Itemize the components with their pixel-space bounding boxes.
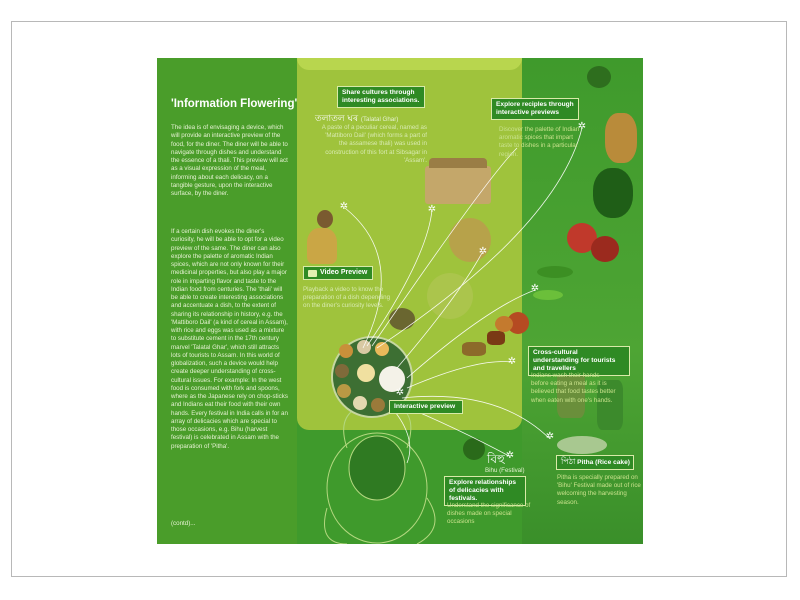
video-preview-button[interactable] — [303, 266, 373, 280]
flower-star-icon[interactable]: ✲ — [478, 246, 488, 257]
explore-recipes-label[interactable]: Explore reciples through interactive previews — [491, 98, 579, 120]
video-preview-desc: Playback a video to know the preparation of a dish depending on the diner's curiosity levels. — [303, 286, 391, 310]
cross-cultural-label[interactable]: Cross-cultural understanding for tourists and travellers — [528, 346, 630, 376]
body-paragraph: If a certain dish evokes the diner's curiosity, he will be able to opt for a video preview of the same. The diner can also explore the palette of aromatic Indian spices, which are not only known for their medicinal properties, but also play a major role in imparting flavor and taste to the Indian food from centuries. The 'thali' will be able to create interesting associations and accentuate a dish, to the extent of sharing its relationship in history, e.g. the 'Mattiboro Dail' (a kind of cereal in Assam), with rice and eggs was used as a mixture to substitute cement in the 17th century marvel 'Talatal Ghar', which still attracts lots of tourists to Assam. In this world of globalization, such a device would help create deeper understanding of cross-cultural issues. For example: In the west food is consumed with fork and spoons, where as the Japanese rely on chop-sticks and Indians eat their food with their own hands. Every festival in India calls in for an array of delicacies which are special to those occasions, e.g. Bihu (harvest festival) is celebrated in Assam with the preparation of 'Pitha'. — [171, 228, 288, 450]
pitha-label-text: Pitha (Rice cake) — [577, 459, 630, 466]
flower-star-icon[interactable]: ✲ — [427, 204, 437, 215]
video-icon — [308, 270, 317, 277]
page-title: 'Information Flowering' — [171, 98, 298, 110]
explore-recipes-desc: Discover the palette of Indian aromatic spices that impart taste to dishes in a particular region. — [499, 126, 580, 158]
video-preview-label: Video Preview — [320, 269, 368, 276]
share-cultures-desc: A paste of a peculiar cereal, named as 'Mattiboro Dail' (which forms a part of the assamese thali) was used in construction of this fort at Sibsagar in 'Assam'. — [321, 124, 427, 164]
festival-relationships-label[interactable]: Explore relationships of delicacies with festivals. — [444, 476, 526, 506]
flower-star-icon[interactable]: ✲ — [545, 431, 555, 442]
bihu-subtitle: Bihu (Festival) — [485, 467, 525, 474]
intro-paragraph: The idea is of envisaging a device, which will provide an interactive preview of the food, for the diner. The diner will be able to navigate through dishes and understand the essence of a thali. This preview will act as a visual expression of the meal, informing about each delicacy, on a tangible gesture, upon the interactive surface, by the diner. — [171, 124, 288, 197]
festival-relationships-desc: Understand the significance of dishes made on special occasions — [447, 502, 531, 526]
interactive-preview-label[interactable]: Interactive preview — [389, 400, 463, 414]
pitha-label[interactable] — [556, 455, 634, 470]
talatal-ghar-script: তলাতল ঘৰ — [315, 114, 359, 124]
flower-star-icon[interactable]: ✲ — [505, 450, 515, 461]
flower-star-icon[interactable]: ✲ — [530, 283, 540, 294]
flower-star-icon[interactable]: ✲ — [339, 201, 349, 212]
continued-note: (contd)... — [171, 520, 196, 527]
flower-star-icon[interactable]: ✲ — [577, 121, 587, 132]
share-cultures-label[interactable]: Share cultures through interesting associations. — [337, 86, 425, 108]
pitha-bengali: পিঠা — [561, 457, 576, 466]
flower-star-icon[interactable]: ✲ — [507, 356, 517, 367]
cross-cultural-desc: Indians wash their hands before eating a meal as it is believed that food tastes better when eaten with one's hands. — [531, 372, 616, 404]
bihu-bengali: বিহু — [487, 452, 505, 466]
pitha-desc: Pitha is specially prepared on 'Bihu' Festival made out of rice welcoming the harvesting season. — [557, 474, 641, 506]
flower-star-icon[interactable]: ✲ — [395, 387, 405, 398]
poster-board — [157, 58, 643, 544]
talatal-ghar-subtitle: (Talatal Ghar) — [360, 116, 399, 123]
